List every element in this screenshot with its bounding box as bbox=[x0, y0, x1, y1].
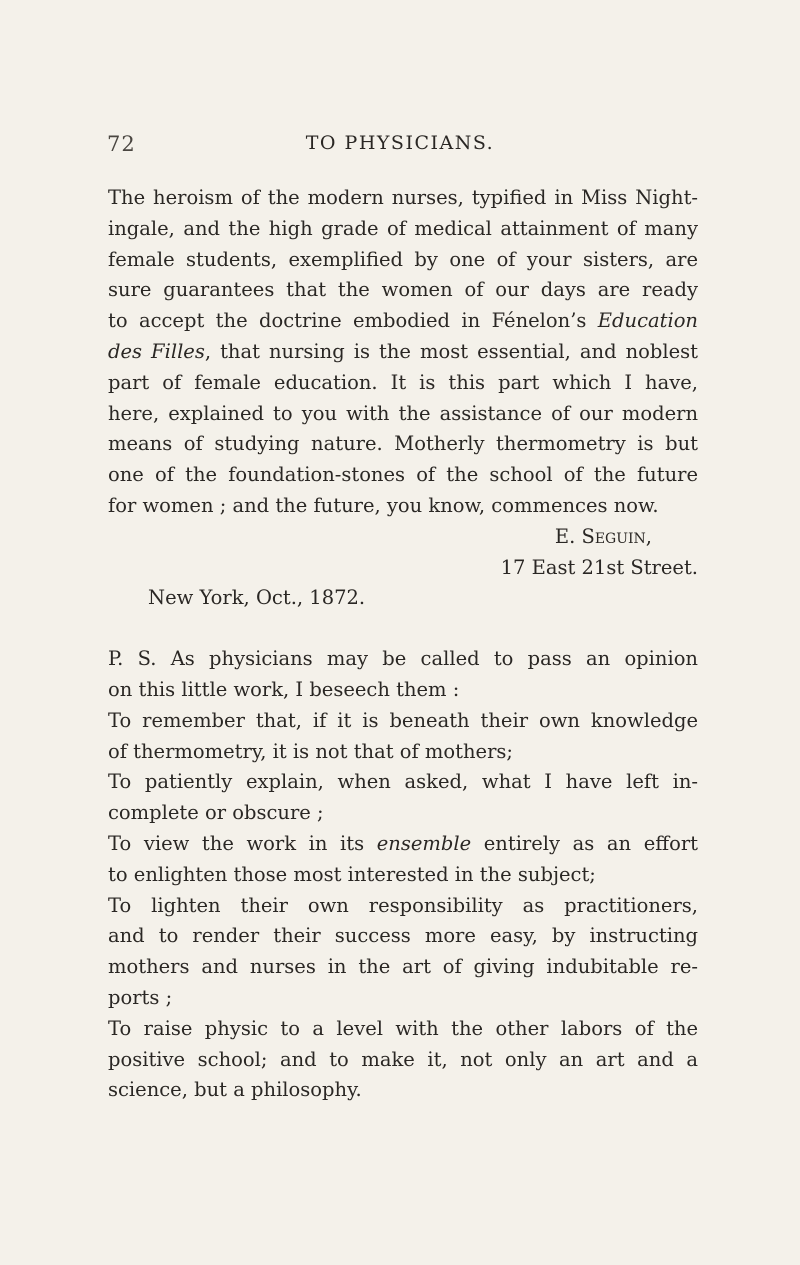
text-segment: , that nursing is the most essential, and noblest bbox=[204, 339, 699, 363]
postscript-item bbox=[108, 829, 698, 891]
text-line bbox=[108, 337, 698, 368]
text-line: To raise physic to a level with the other labors of the bbox=[108, 1016, 698, 1040]
text-line: science, but a philosophy. bbox=[108, 1078, 362, 1102]
running-head: TO PHYSICIANS. bbox=[305, 132, 495, 154]
text-line: one of the foundation-stones of the school of the future bbox=[108, 463, 698, 487]
text-line: means of studying nature. Motherly thermometry is but bbox=[108, 432, 698, 456]
postscript-item bbox=[108, 1014, 698, 1106]
text-line: sure guarantees that the women of our days are ready bbox=[108, 278, 698, 302]
postscript-item bbox=[108, 891, 698, 1014]
letter-paragraph bbox=[108, 183, 698, 522]
text-line: To remember that, if it is beneath their own knowledge bbox=[108, 708, 698, 732]
text-line: ingale, and the high grade of medical attainment of many bbox=[108, 216, 698, 240]
text-line: here, explained to you with the assistance of our modern bbox=[108, 401, 698, 425]
signature-address: 17 East 21st Street. bbox=[500, 555, 698, 579]
page-body bbox=[108, 183, 698, 1106]
text-line: part of female education. It is this part which I have, bbox=[108, 370, 698, 394]
postscript-item bbox=[108, 767, 698, 829]
emphasis: ensemble bbox=[376, 831, 472, 855]
text-segment: entirely as an effort bbox=[471, 831, 698, 855]
signature-name: E. Seguin, bbox=[554, 524, 652, 548]
text-line: ports ; bbox=[108, 985, 173, 1009]
text-line: P. S. As physicians may be called to pass an opinion bbox=[108, 647, 698, 671]
page-number: 72 bbox=[107, 132, 136, 156]
postscript bbox=[108, 644, 698, 1106]
text-line bbox=[108, 306, 698, 337]
spacer bbox=[108, 614, 698, 644]
place-date: New York, Oct., 1872. bbox=[148, 586, 366, 610]
text-line: and to render their success more easy, by instructing bbox=[108, 924, 698, 948]
text-line: positive school; and to make it, not only an art and a bbox=[108, 1047, 698, 1071]
text-line: female students, exemplified by one of your sisters, are bbox=[108, 247, 698, 271]
text-line bbox=[108, 829, 698, 860]
text-line: for women ; and the future, you know, commences now. bbox=[108, 493, 659, 517]
text-line: To patiently explain, when asked, what I have left in- bbox=[108, 770, 698, 794]
text-line: complete or obscure ; bbox=[108, 801, 324, 825]
postscript-item bbox=[108, 706, 698, 768]
book-title: Education bbox=[597, 309, 698, 333]
text-line: of thermometry, it is not that of mothers; bbox=[108, 739, 513, 763]
text-line: The heroism of the modern nurses, typified in Miss Night- bbox=[108, 186, 698, 209]
text-line: mothers and nurses in the art of giving indubitable re- bbox=[108, 955, 698, 979]
text-line: on this little work, I beseech them : bbox=[108, 677, 460, 701]
text-segment: To view the work in its bbox=[108, 831, 377, 855]
text-line: To lighten their own responsibility as practitioners, bbox=[108, 893, 698, 917]
book-title: des Filles bbox=[108, 339, 205, 363]
text-segment: to accept the doctrine embodied in Fénelon’s bbox=[108, 309, 598, 333]
page-header bbox=[0, 132, 800, 166]
text-line: to enlighten those most interested in the subject; bbox=[108, 862, 596, 886]
